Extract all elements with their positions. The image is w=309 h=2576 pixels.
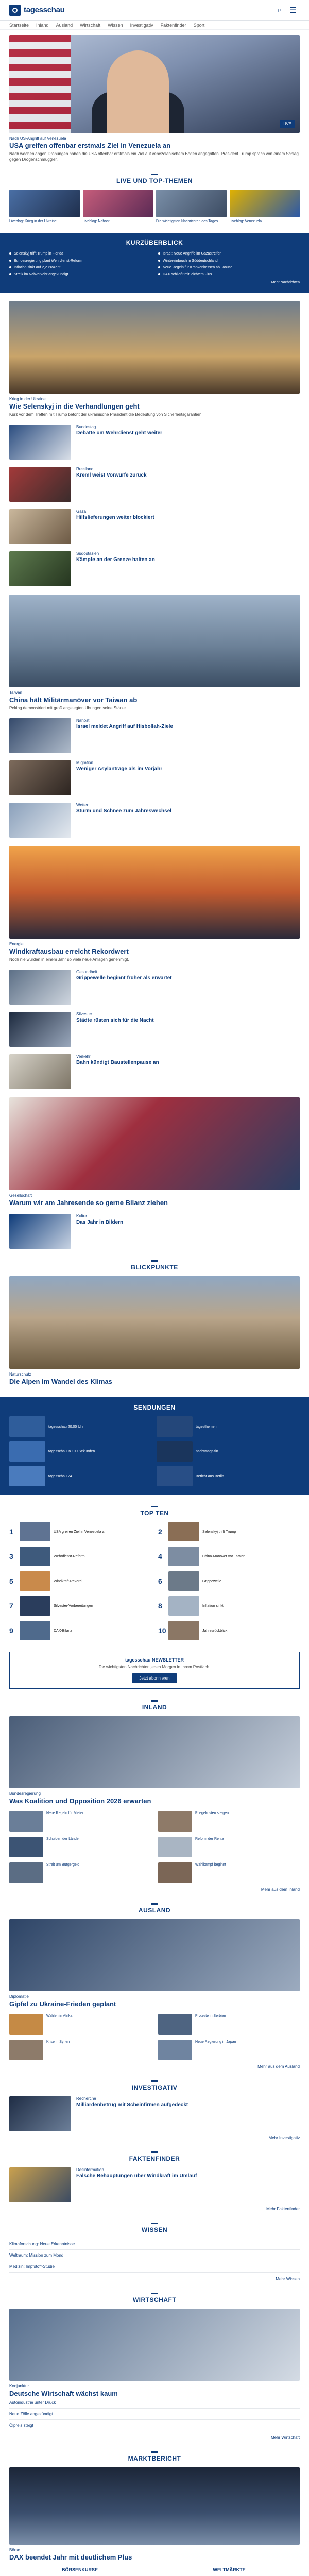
top-item[interactable]: 8 Inflation sinkt [158,1596,300,1616]
sendung-card[interactable]: tagesschau 24 [9,1466,152,1486]
live-badge: LIVE [280,120,295,128]
welt-column: WELTMÄRKTE [159,2567,300,2576]
mini-teaser[interactable]: Streit um Bürgergeld [9,1862,151,1883]
teaser-row[interactable]: Gesundheit Grippewelle beginnt früher als erwartet [9,970,300,1005]
hero-image[interactable] [9,35,300,133]
person-head-graphic [107,50,169,133]
kurz-item[interactable]: DAX schließt mit leichtem Plus [158,272,300,277]
nav-item[interactable]: Ausland [56,22,73,28]
teaser-large[interactable]: Bundesregierung Was Koalition und Opposition 2026 erwarten [9,1716,300,1805]
section-title-investigativ: INVESTIGATIV [9,2080,300,2091]
newsletter-button[interactable]: Jetzt abonnieren [132,1673,177,1683]
teaser-large[interactable]: Krieg in der Ukraine Wie Selenskyj in die Verhandlungen geht Kurz vor dem Treffen mit Trump betont der ukrainische Präsident die Bedeutung von Sicherheitsgarantien. [9,301,300,417]
nav-item[interactable]: Sport [193,22,205,28]
sendung-card[interactable]: tagesschau 20:00 Uhr [9,1416,152,1437]
wirtschaft-item[interactable]: Ölpreis steigt [9,2420,300,2431]
teaser-large[interactable]: Diplomatie Gipfel zu Ukraine-Frieden geplant [9,1919,300,2008]
kurz-item[interactable]: Inflation sinkt auf 2,2 Prozent [9,265,151,270]
live-card[interactable]: Liveblog: Venezuela [230,190,300,224]
teaser-row[interactable]: Nahost Israel meldet Angriff auf Hisbollah-Ziele [9,718,300,753]
section-title-inland: INLAND [9,1700,300,1711]
sendung-card[interactable]: tagesthemen [157,1416,300,1437]
kurz-item[interactable]: Wintereinbruch in Süddeutschland [158,259,300,263]
teaser-large[interactable]: Taiwan China hält Militärmanöver vor Taiwan ab Peking demonstriert mit groß angelegten Übungen seine Stärke. [9,595,300,711]
kurzueberblick-box [0,233,309,292]
teaser-large[interactable]: Gesellschaft Warum wir am Jahresende so gerne Bilanz ziehen [9,1097,300,1207]
nav-item[interactable]: Wissen [108,22,123,28]
sendungen-title: SENDUNGEN [133,1404,176,1412]
teaser-large[interactable]: Konjunktur Deutsche Wirtschaft wächst kaum [9,2309,300,2397]
wissen-item[interactable]: Medizin: Impfstoff-Studie [9,2261,300,2273]
live-card[interactable]: Liveblog: Krieg in der Ukraine [9,190,80,224]
section-title-top: TOP TEN [9,1506,300,1517]
teaser-row[interactable]: Russland Kreml weist Vorwürfe zurück [9,467,300,502]
wirtschaft-more-link[interactable]: Mehr Wirtschaft [270,2435,300,2441]
live-card[interactable]: Liveblog: Nahost [83,190,153,224]
section-title-wissen: WISSEN [9,2223,300,2233]
nav-item[interactable]: Startseite [9,22,29,28]
sendungen-band [0,1397,309,1495]
mini-teaser[interactable]: Neue Regeln für Mieter [9,1811,151,1832]
kurz-item[interactable]: Streik im Nahverkehr angekündigt [9,272,151,277]
nav-item[interactable]: Inland [36,22,49,28]
section-title-ausland: AUSLAND [9,1903,300,1914]
teaser-row[interactable]: Wetter Sturm und Schnee zum Jahreswechsel [9,803,300,838]
logo[interactable] [9,5,65,16]
teaser-row[interactable]: Desinformation Falsche Behauptungen über Windkraft im Umlauf [9,2167,300,2202]
teaser-row[interactable]: Gaza Hilfslieferungen weiter blockiert [9,509,300,544]
boerse-column: BÖRSENKURSE [9,2567,150,2576]
wirtschaft-item[interactable]: Neue Zölle angekündigt [9,2409,300,2420]
hero-kicker: Nach US-Angriff auf Venezuela [9,136,66,141]
ausland-more-link[interactable]: Mehr aus dem Ausland [258,2064,300,2070]
mini-teaser[interactable]: Proteste in Serbien [158,2014,300,2035]
section-title-faktenfinder: FAKTENFINDER [9,2151,300,2162]
sendung-card[interactable]: nachtmagazin [157,1441,300,1462]
flag-graphic [9,35,71,133]
top-item[interactable]: 4 China-Manöver vor Taiwan [158,1547,300,1566]
kurz-more-link[interactable]: Mehr Nachrichten [271,280,300,284]
top-item[interactable]: 6 Grippewelle [158,1571,300,1591]
kurz-item[interactable]: Selenskyj trifft Trump in Florida [9,251,151,256]
top-item[interactable]: 1 USA greifen Ziel in Venezuela an [9,1522,151,1541]
top-bar [0,0,309,21]
top-item[interactable]: 3 Wehrdienst-Reform [9,1547,151,1566]
teaser-row[interactable]: Südostasien Kämpfe an der Grenze halten an [9,551,300,586]
top-item[interactable]: 9 DAX-Bilanz [9,1621,151,1640]
section-title-wirtschaft: WIRTSCHAFT [9,2293,300,2303]
markets-panel [9,2567,300,2576]
live-cards [9,190,300,224]
kurz-item[interactable]: Israel: Neue Angriffe im Gazastreifen [158,251,300,256]
wirtschaft-item[interactable]: Autoindustrie unter Druck [9,2397,300,2409]
section-title-blickpunkte: BLICKPUNKTE [9,1260,300,1271]
mini-teaser[interactable]: Krise in Syrien [9,2040,151,2060]
logo-text: tagesschau [24,6,65,14]
mini-teaser[interactable]: Reform der Rente [158,1837,300,1857]
logo-icon [9,5,21,16]
teaser-large[interactable]: Energie Windkraftausbau erreicht Rekordwert Noch nie wurden in einem Jahr so viele neue Anlagen genehmigt. [9,846,300,962]
kurz-title: KURZÜBERBLICK [126,239,183,247]
mini-teaser[interactable]: Pflegekosten steigen [158,1811,300,1832]
top-item[interactable]: 2 Selenskyj trifft Trump [158,1522,300,1541]
teaser-row[interactable]: Migration Weniger Asylanträge als im Vorjahr [9,760,300,795]
nav-item[interactable]: Faktenfinder [160,22,186,28]
search-icon[interactable]: ⌕ [277,5,282,14]
teaser-row[interactable]: Kultur Das Jahr in Bildern [9,1214,300,1249]
sendung-card[interactable]: Bericht aus Berlin [157,1466,300,1486]
nav-item[interactable]: Investigativ [130,22,153,28]
section-title-markt: MARKTBERICHT [9,2451,300,2462]
mini-teaser[interactable]: Wahlkampf beginnt [158,1862,300,1883]
wissen-item[interactable]: Weltraum: Mission zum Mond [9,2250,300,2261]
hero-lead: Nach wochenlangen Drohungen haben die USA offenbar erstmals ein Ziel auf venezolanischem Boden angegriffen. Präsident Trump sprach von einem Schlag gegen Drogenschmuggler. [9,151,299,162]
kurz-item[interactable]: Neue Regeln für Krankenkassen ab Januar [158,265,300,270]
mini-teaser[interactable]: Neue Regierung in Japan [158,2040,300,2060]
wissen-more-link[interactable]: Mehr Wissen [276,2277,300,2282]
mini-teaser[interactable]: Schulden der Länder [9,1837,151,1857]
live-card[interactable]: Die wichtigsten Nachrichten des Tages [156,190,227,224]
teaser-row[interactable]: Bundestag Debatte um Wehrdienst geht weiter [9,425,300,460]
mini-teaser[interactable]: Wahlen in Afrika [9,2014,151,2035]
top-ten-list [9,1522,300,1640]
top-item[interactable]: 5 Windkraft-Rekord [9,1571,151,1591]
wissen-item[interactable]: Klimaforschung: Neue Erkenntnisse [9,2239,300,2250]
menu-icon[interactable]: ☰ [289,6,297,15]
kurz-item[interactable]: Bundesregierung plant Wehrdienst-Reform [9,259,151,263]
main-nav [0,21,309,30]
sendung-card[interactable]: tagesschau in 100 Sekunden [9,1441,152,1462]
top-item[interactable]: 7 Silvester-Vorbereitungen [9,1596,151,1616]
teaser-large[interactable]: Börse DAX beendet Jahr mit deutlichem Plus [9,2467,300,2561]
inland-more-link[interactable]: Mehr aus dem Inland [261,1887,300,1892]
teaser-row[interactable]: Silvester Städte rüsten sich für die Nacht [9,1012,300,1047]
investigativ-more-link[interactable]: Mehr Investigativ [268,2136,300,2141]
section-title-live: LIVE UND TOP-THEMEN [9,174,300,184]
teaser-row[interactable]: Recherche Milliardenbetrug mit Scheinfirmen aufgedeckt [9,2096,300,2131]
top-item[interactable]: 10 Jahresrückblick [158,1621,300,1640]
nav-item[interactable]: Wirtschaft [80,22,101,28]
teaser-large[interactable]: Naturschutz Die Alpen im Wandel des Klimas [9,1276,300,1385]
faktenfinder-more-link[interactable]: Mehr Faktenfinder [266,2207,300,2212]
hero-headline[interactable]: USA greifen offenbar erstmals Ziel in Venezuela an [9,142,171,149]
newsletter-box: tagesschau NEWSLETTER Die wichtigsten Nachrichten jeden Morgen in Ihrem Postfach. Jetzt abonnieren [9,1652,300,1689]
teaser-row[interactable]: Verkehr Bahn kündigt Baustellenpause an [9,1054,300,1089]
